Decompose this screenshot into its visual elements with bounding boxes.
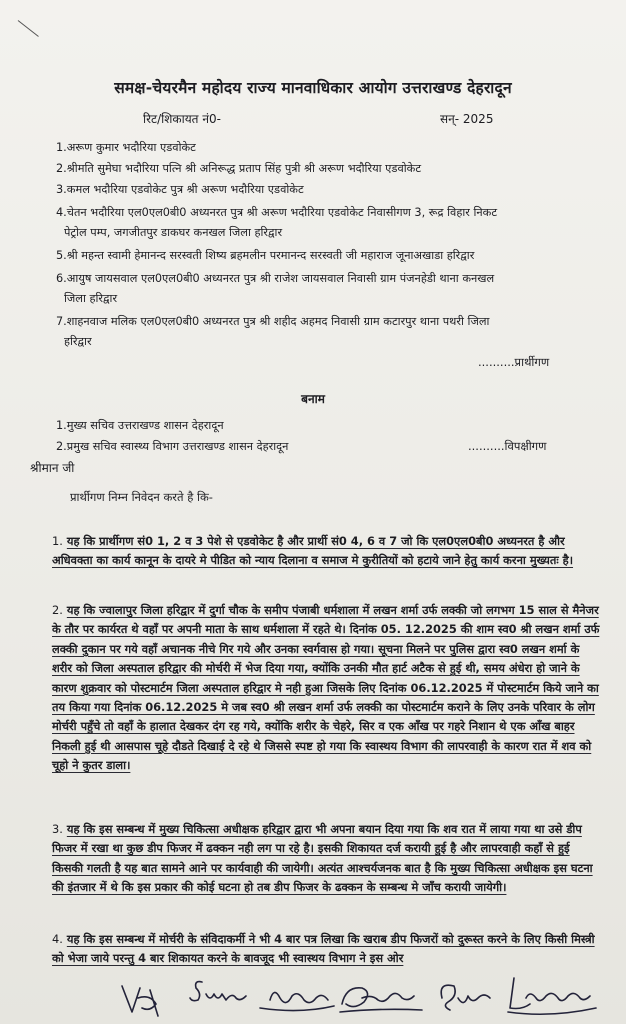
petitioner-line-continued: पेट्रोल पम्प, जगजीतपुर डाकघर कनखल जिला हरिद्वार <box>64 225 283 239</box>
petitioner-line: 7.शाहनवाज मलिक एल0एल0बी0 अध्यनरत पुत्र श्री शहीद अहमद निवासी ग्राम कटारपुर थाना पथरी जिला <box>56 315 490 328</box>
signature-5 <box>441 985 490 1010</box>
petitioner-line: 6.आयुष जायसवाल एल0एल0बी0 अध्यनरत पुत्र श्री राजेश जायसवाल निवासी ग्राम पंजनहेडी थाना कनखल <box>56 272 495 285</box>
paragraph-text: यह कि इस सम्बन्ध में मुख्य चिकित्सा अधीक्षक हरिद्वार द्वारा भी अपना बयान दिया गया कि शव रात में लाया गया था उसे डीप फिजर में रखा था कुछ डीप फिजर में ढक्कन नही लग पा रहे है। इसकी शिकायत दर्ज करायी हुई है और लापरवाही कहाँ से हुई किसकी गलती है यह बात सामने आने पर कार्यवाही की जायेगी। अत्यंत आश्चर्यजनक बात है कि मुख्य चिकित्सा अधीक्षक इस घटना की इंतजार में थे कि इस प्रकार की कोई घटना हो तब डीप फिजर के ढक्कन के सम्बन्ध मे जाँच करायी जायेगी। <box>52 822 593 895</box>
petitioner-item <box>56 246 601 266</box>
petitioner-item <box>56 138 601 158</box>
petitioner-line: 4.चेतन भदौरिया एल0एल0बी0 अध्यनरत पुत्र श्री अरूण भदौरिया एडवोकेट निवासीगण 3, रूद्र विहार निकट <box>56 206 498 219</box>
salutation: श्रीमान जी <box>30 461 75 475</box>
signature-6 <box>508 978 596 1014</box>
signature-1 <box>122 986 158 1016</box>
paragraph-2 <box>52 601 600 776</box>
document-title: समक्ष-चेयरमैन महोदय राज्य मानवाधिकार आयोग उत्तराखण्ड देहरादून <box>114 79 512 97</box>
petitioner-item <box>56 180 601 200</box>
versus-heading: बनाम <box>301 392 325 406</box>
signature-4 <box>340 988 422 1012</box>
respondent-line: 1.मुख्य सचिव उत्तराखण्ड शासन देहरादून <box>56 419 224 432</box>
respondent-line: 2.प्रमुख सचिव स्वास्थ्य विभाग उत्तराखण्ड शासन देहरादून <box>56 440 289 453</box>
paragraph-4 <box>52 930 600 969</box>
signatures-drawing <box>110 968 610 1024</box>
signature-2 <box>190 982 246 1001</box>
paragraph-text: यह कि ज्वालापुर जिला हरिद्वार में दुर्गा चौक के समीप पंजाबी धर्मशाला में लखन शर्मा उर्फ लक्की जो लगभग 15 साल से मैनेजर के तौर पर कार्यरत थे वहाँ पर अपनी माता के साथ धर्मशाला में रहते थे। दिनांक 05. 12.2025 की शाम स्व0 श्री लखन शर्मा उर्फ लक्की दुकान पर गये वहाँ अचानक नीचे गिर गये और उनका स्वर्गवास हो गया। सूचना मिलने पर पुलिस द्वारा स्व0 लखन शर्मा के शरीर को जिला अस्पताल हरिद्वार की मोर्चरी में भेज दिया गया, क्योंकि उनकी मौत हार्ट अटैक से हुई थी, समय अंधेरा हो जाने के कारण शुक्रवार को पोस्टमार्टम जिला अस्पताल हरिद्वार मे नही हुआ जिसके लिए दिनांक 06.12.2025 में पोस्टमार्टम किये जाने का तय किया गया दिनांक 06.12.2025 मे जब स्व0 श्री लखन शर्मा उर्फ लक्की का पोस्टमार्टम कराने के लिए उनके परिवार के लोग मोर्चरी पहुँचे तो वहाँ के हालात देखकर दंग रह गये, क्योंकि शरीर के चेहरे, सिर व एक आँख पर गहरे निशान थे एक आँख बाहर निकली हुई थी आसपास चूहे दौडते दिखाई दे रहे थे जिससे स्पष्ट हो गया कि स्वास्थय विभाग की लापरवाही के कारण रात में शव को चूहो ने कुतर डाला। <box>52 603 600 773</box>
paragraph-number: 4. <box>52 932 63 946</box>
petitioner-item <box>56 269 601 308</box>
petitioner-line: 5.श्री महन्त स्वामी हेमानन्द सरस्वती शिष्य ब्रहमलीन परमानन्द सरस्वती जी महाराज जूनाअखाडा हरिद्वार <box>56 249 475 262</box>
paragraph-number: 1. <box>52 534 63 548</box>
signature-3 <box>260 992 334 1010</box>
paragraph-text: यह कि इस सम्बन्ध में मोर्चरी के संविदाकर्मी ने भी 4 बार पत्र लिखा कि खराब डीप फिजरों को दुरूस्त करने के लिए किसी मिस्त्री को भेजा जाये परन्तु 4 बार शिकायत करने के बावजूद भी स्वास्थय विभाग ने इस ओर <box>52 932 595 966</box>
petitioner-line-continued: जिला हरिद्वार <box>64 291 118 305</box>
respondent-item <box>56 416 601 436</box>
paragraph-text: यह कि प्रार्थीगण सं0 1, 2 व 3 पेशे से एडवोकेट है और प्रार्थी सं0 4, 6 व 7 जो कि एल0एल0बी0 अध्यनरत है और अधिवक्ता का कार्य कानून के दायरे मे पीडित को न्याय दिलाना व समाज मे कुरीतियों को हटाये जाने हेतु कार्य करना मुख्यतः है। <box>52 534 574 568</box>
petitioners-label: ..........प्रार्थीगण <box>478 355 550 369</box>
reference-year: सन्- 2025 <box>440 112 494 126</box>
petitioner-item <box>56 159 601 179</box>
respondents-label: ..........विपक्षीगण <box>468 439 547 453</box>
petitioner-line: 1.अरूण कुमार भदौरिया एडवोकेट <box>56 141 196 154</box>
petitioner-line: 2.श्रीमति सुमेघा भदौरिया पत्नि श्री अनिरूद्ध प्रताप सिंह पुत्री श्री अरूण भदौरिया एडवोकेट <box>56 162 422 175</box>
paper-edge-mark <box>18 20 39 37</box>
petitioner-line-continued: हरिद्वार <box>64 334 92 348</box>
petitioner-item <box>56 312 601 351</box>
signatures-row <box>110 968 610 1024</box>
paragraph-number: 2. <box>52 603 63 617</box>
paragraph-number: 3. <box>52 822 63 836</box>
paragraph-1 <box>52 532 600 571</box>
reference-number: रिट/शिकायत नं0- <box>143 112 221 126</box>
petitioner-item <box>56 203 601 242</box>
petitioner-line: 3.कमल भदौरिया एडवोकेट पुत्र श्री अरूण भदौरिया एडवोकेट <box>56 183 304 196</box>
intro-line: प्रार्थीगण निम्न निवेदन करते है कि- <box>70 490 213 504</box>
paragraph-3 <box>52 820 600 898</box>
